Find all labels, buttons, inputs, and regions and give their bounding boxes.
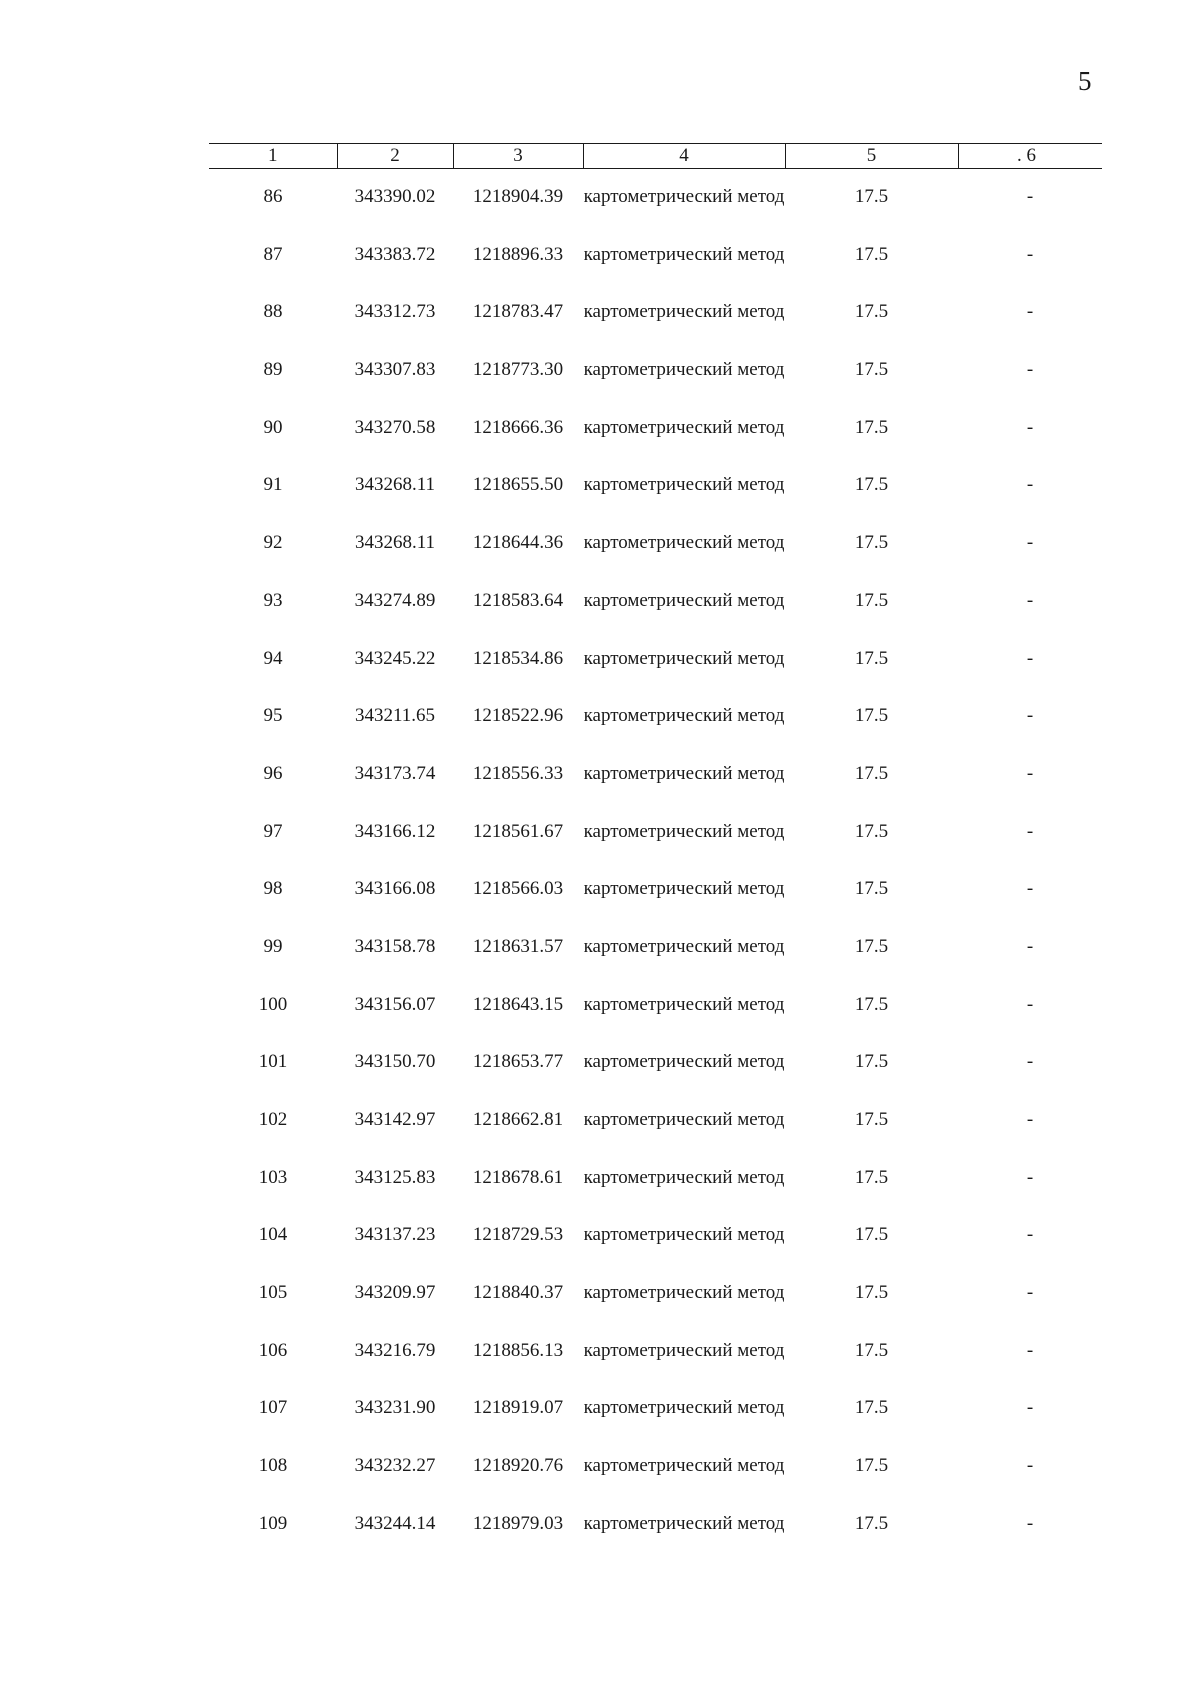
x-coordinate-cell: 343216.79	[354, 1339, 436, 1361]
table-row	[209, 1454, 1102, 1512]
y-coordinate-cell: 1218655.50	[472, 474, 564, 496]
method-text: картометрический метод	[583, 1109, 785, 1130]
x-coordinate-cell: 343158.78	[354, 935, 436, 957]
column-header-1: 1	[209, 144, 337, 169]
method-cell	[583, 416, 785, 474]
accuracy-cell: 17.5	[854, 359, 889, 381]
accuracy-cell: 17.5	[854, 1339, 889, 1361]
description-cell: -	[1026, 1109, 1034, 1130]
y-coordinate-cell: 1218556.33	[472, 762, 564, 784]
x-coordinate-cell: 343209.97	[354, 1282, 436, 1304]
description-cell: -	[1026, 1339, 1034, 1361]
method-cell	[583, 1396, 785, 1454]
y-coordinate-cell: 1218631.57	[472, 935, 564, 957]
method-text: картометрический метод	[583, 589, 785, 611]
table-row	[209, 647, 1102, 705]
method-text: картометрический метод	[583, 878, 785, 900]
point-number-cell: 99	[263, 935, 283, 957]
method-cell	[583, 300, 785, 358]
y-coordinate-cell: 1218919.07	[472, 1397, 564, 1419]
table-row	[209, 993, 1102, 1051]
x-coordinate-cell: 343150.70	[354, 1051, 436, 1073]
x-coordinate-cell: 343383.72	[354, 243, 436, 265]
table-row	[209, 1396, 1102, 1454]
method-text: картометрический метод	[583, 647, 785, 669]
description-cell: -	[1026, 359, 1034, 381]
y-coordinate-cell: 1218583.64	[472, 589, 564, 611]
y-coordinate-cell: 1218920.76	[472, 1455, 564, 1477]
coordinates-table-container	[209, 143, 1102, 1570]
y-coordinate-cell: 1218979.03	[472, 1512, 564, 1534]
table-header	[209, 144, 1102, 169]
point-number-cell: 90	[263, 416, 283, 438]
method-cell	[583, 358, 785, 416]
table-row	[209, 473, 1102, 531]
point-number-cell: 88	[263, 301, 283, 323]
point-number-cell: 86	[263, 186, 283, 207]
method-cell	[583, 762, 785, 820]
method-cell	[583, 1166, 785, 1224]
point-number-cell: 98	[263, 878, 283, 900]
y-coordinate-cell: 1218561.67	[472, 820, 564, 842]
method-cell	[583, 935, 785, 993]
point-number-cell: 95	[263, 705, 283, 727]
table-row	[209, 531, 1102, 589]
method-text: картометрический метод	[583, 474, 785, 496]
description-cell: -	[1026, 762, 1034, 784]
description-cell: -	[1026, 1166, 1034, 1188]
point-number-cell: 91	[263, 474, 283, 496]
column-header-2: 2	[337, 144, 453, 169]
method-cell	[583, 1339, 785, 1397]
description-cell: -	[1026, 1455, 1034, 1477]
table-row	[209, 1050, 1102, 1108]
y-coordinate-cell: 1218783.47	[472, 301, 564, 323]
page-number: 5	[1078, 66, 1092, 96]
method-cell	[583, 820, 785, 878]
description-cell: -	[1026, 532, 1034, 554]
table-body	[209, 169, 1102, 1570]
point-number-cell: 94	[263, 647, 283, 669]
method-text: картометрический метод	[583, 243, 785, 265]
method-text: картометрический метод	[583, 359, 785, 381]
accuracy-cell: 17.5	[854, 705, 889, 727]
x-coordinate-cell: 343307.83	[354, 359, 436, 381]
point-number-cell: 93	[263, 589, 283, 611]
accuracy-cell: 17.5	[854, 1109, 889, 1130]
y-coordinate-cell: 1218773.30	[472, 359, 564, 381]
accuracy-cell: 17.5	[854, 1512, 889, 1534]
point-number-cell: 106	[258, 1339, 288, 1361]
x-coordinate-cell: 343274.89	[354, 589, 436, 611]
x-coordinate-cell: 343312.73	[354, 301, 436, 323]
accuracy-cell: 17.5	[854, 820, 889, 842]
accuracy-cell: 17.5	[854, 186, 889, 207]
accuracy-cell: 17.5	[854, 878, 889, 900]
method-cell	[583, 589, 785, 647]
description-cell: -	[1026, 186, 1034, 207]
point-number-cell: 87	[263, 243, 283, 265]
coordinates-table	[209, 143, 1102, 1570]
x-coordinate-cell: 343166.12	[354, 820, 436, 842]
method-cell	[583, 1108, 785, 1166]
point-number-cell: 89	[263, 359, 283, 381]
method-text: картометрический метод	[583, 762, 785, 784]
method-text: картометрический метод	[583, 301, 785, 323]
x-coordinate-cell: 343268.11	[354, 474, 436, 496]
x-coordinate-cell: 343268.11	[354, 532, 436, 554]
x-coordinate-cell: 343137.23	[354, 1224, 436, 1246]
table-row	[209, 300, 1102, 358]
x-coordinate-cell: 343270.58	[354, 416, 436, 438]
column-header-4: 4	[583, 144, 785, 169]
accuracy-cell: 17.5	[854, 589, 889, 611]
point-number-cell: 108	[258, 1455, 288, 1477]
y-coordinate-cell: 1218896.33	[472, 243, 564, 265]
method-text: картометрический метод	[583, 1512, 785, 1534]
point-number-cell: 101	[258, 1051, 288, 1073]
method-cell	[583, 993, 785, 1051]
table-row	[209, 1512, 1102, 1570]
method-text: картометрический метод	[583, 1051, 785, 1073]
method-cell	[583, 877, 785, 935]
description-cell: -	[1026, 1224, 1034, 1246]
x-coordinate-cell: 343125.83	[354, 1166, 436, 1188]
accuracy-cell: 17.5	[854, 935, 889, 957]
table-row	[209, 820, 1102, 878]
accuracy-cell: 17.5	[854, 1397, 889, 1419]
point-number-cell: 104	[258, 1224, 288, 1246]
table-row	[209, 243, 1102, 301]
y-coordinate-cell: 1218840.37	[472, 1282, 564, 1304]
description-cell: -	[1026, 878, 1034, 900]
point-number-cell: 92	[263, 532, 283, 554]
method-text: картометрический метод	[583, 1166, 785, 1188]
accuracy-cell: 17.5	[854, 532, 889, 554]
table-row	[209, 589, 1102, 647]
accuracy-cell: 17.5	[854, 474, 889, 496]
x-coordinate-cell: 343156.07	[354, 993, 436, 1015]
table-row	[209, 358, 1102, 416]
description-cell: -	[1026, 243, 1034, 265]
table-row	[209, 1166, 1102, 1224]
table-row	[209, 1223, 1102, 1281]
description-cell: -	[1026, 301, 1034, 323]
y-coordinate-cell: 1218643.15	[472, 993, 564, 1015]
description-cell: -	[1026, 589, 1034, 611]
accuracy-cell: 17.5	[854, 243, 889, 265]
header-row	[209, 144, 1102, 169]
point-number-cell: 97	[263, 820, 283, 842]
method-text: картометрический метод	[583, 820, 785, 842]
y-coordinate-cell: 1218662.81	[472, 1109, 564, 1130]
table-row	[209, 416, 1102, 474]
y-coordinate-cell: 1218566.03	[472, 878, 564, 900]
point-number-cell: 96	[263, 762, 283, 784]
accuracy-cell: 17.5	[854, 1051, 889, 1073]
method-cell	[583, 647, 785, 705]
table-row	[209, 169, 1102, 243]
x-coordinate-cell: 343211.65	[354, 705, 436, 727]
method-cell	[583, 1512, 785, 1570]
method-text: картометрический метод	[583, 186, 785, 207]
y-coordinate-cell: 1218729.53	[472, 1224, 564, 1246]
x-coordinate-cell: 343245.22	[354, 647, 436, 669]
table-row	[209, 762, 1102, 820]
accuracy-cell: 17.5	[854, 647, 889, 669]
x-coordinate-cell: 343244.14	[354, 1512, 436, 1534]
y-coordinate-cell: 1218644.36	[472, 532, 564, 554]
accuracy-cell: 17.5	[854, 1224, 889, 1246]
x-coordinate-cell: 343173.74	[354, 762, 436, 784]
column-header-3: 3	[453, 144, 583, 169]
description-cell: -	[1026, 1282, 1034, 1304]
method-cell	[583, 704, 785, 762]
method-cell	[583, 1223, 785, 1281]
description-cell: -	[1026, 705, 1034, 727]
method-text: картометрический метод	[583, 1455, 785, 1477]
description-cell: -	[1026, 1397, 1034, 1419]
description-cell: -	[1026, 935, 1034, 957]
method-cell	[583, 243, 785, 301]
method-text: картометрический метод	[583, 532, 785, 554]
method-cell	[583, 169, 785, 243]
y-coordinate-cell: 1218678.61	[472, 1166, 564, 1188]
method-text: картометрический метод	[583, 1282, 785, 1304]
method-text: картометрический метод	[583, 416, 785, 438]
x-coordinate-cell: 343232.27	[354, 1455, 436, 1477]
y-coordinate-cell: 1218666.36	[472, 416, 564, 438]
y-coordinate-cell: 1218534.86	[472, 647, 564, 669]
column-header-5: 5	[785, 144, 958, 169]
table-row	[209, 877, 1102, 935]
point-number-cell: 105	[258, 1282, 288, 1304]
accuracy-cell: 17.5	[854, 762, 889, 784]
accuracy-cell: 17.5	[854, 1166, 889, 1188]
accuracy-cell: 17.5	[854, 1282, 889, 1304]
description-cell: -	[1026, 416, 1034, 438]
table-row	[209, 935, 1102, 993]
method-cell	[583, 531, 785, 589]
description-cell: -	[1026, 647, 1034, 669]
description-cell: -	[1026, 993, 1034, 1015]
method-text: картометрический метод	[583, 935, 785, 957]
method-cell	[583, 473, 785, 531]
y-coordinate-cell: 1218522.96	[472, 705, 564, 727]
method-text: картометрический метод	[583, 993, 785, 1015]
accuracy-cell: 17.5	[854, 993, 889, 1015]
method-text: картометрический метод	[583, 1339, 785, 1361]
point-number-cell: 107	[258, 1397, 288, 1419]
y-coordinate-cell: 1218653.77	[472, 1051, 564, 1073]
x-coordinate-cell: 343142.97	[354, 1109, 436, 1130]
method-cell	[583, 1454, 785, 1512]
column-header-6: . 6	[958, 144, 1102, 169]
point-number-cell: 102	[258, 1109, 288, 1130]
point-number-cell: 109	[258, 1512, 288, 1534]
table-row	[209, 1281, 1102, 1339]
accuracy-cell: 17.5	[854, 301, 889, 323]
accuracy-cell: 17.5	[854, 416, 889, 438]
table-row	[209, 1108, 1102, 1166]
x-coordinate-cell: 343390.02	[354, 186, 436, 207]
x-coordinate-cell: 343231.90	[354, 1397, 436, 1419]
description-cell: -	[1026, 1512, 1034, 1534]
table-row	[209, 704, 1102, 762]
y-coordinate-cell: 1218904.39	[472, 186, 564, 207]
accuracy-cell: 17.5	[854, 1455, 889, 1477]
y-coordinate-cell: 1218856.13	[472, 1339, 564, 1361]
table-row	[209, 1339, 1102, 1397]
description-cell: -	[1026, 474, 1034, 496]
method-text: картометрический метод	[583, 1224, 785, 1246]
method-text: картометрический метод	[583, 705, 785, 727]
method-cell	[583, 1281, 785, 1339]
description-cell: -	[1026, 1051, 1034, 1073]
description-cell: -	[1026, 820, 1034, 842]
method-text: картометрический метод	[583, 1397, 785, 1419]
point-number-cell: 100	[258, 993, 288, 1015]
x-coordinate-cell: 343166.08	[354, 878, 436, 900]
method-cell	[583, 1050, 785, 1108]
point-number-cell: 103	[258, 1166, 288, 1188]
